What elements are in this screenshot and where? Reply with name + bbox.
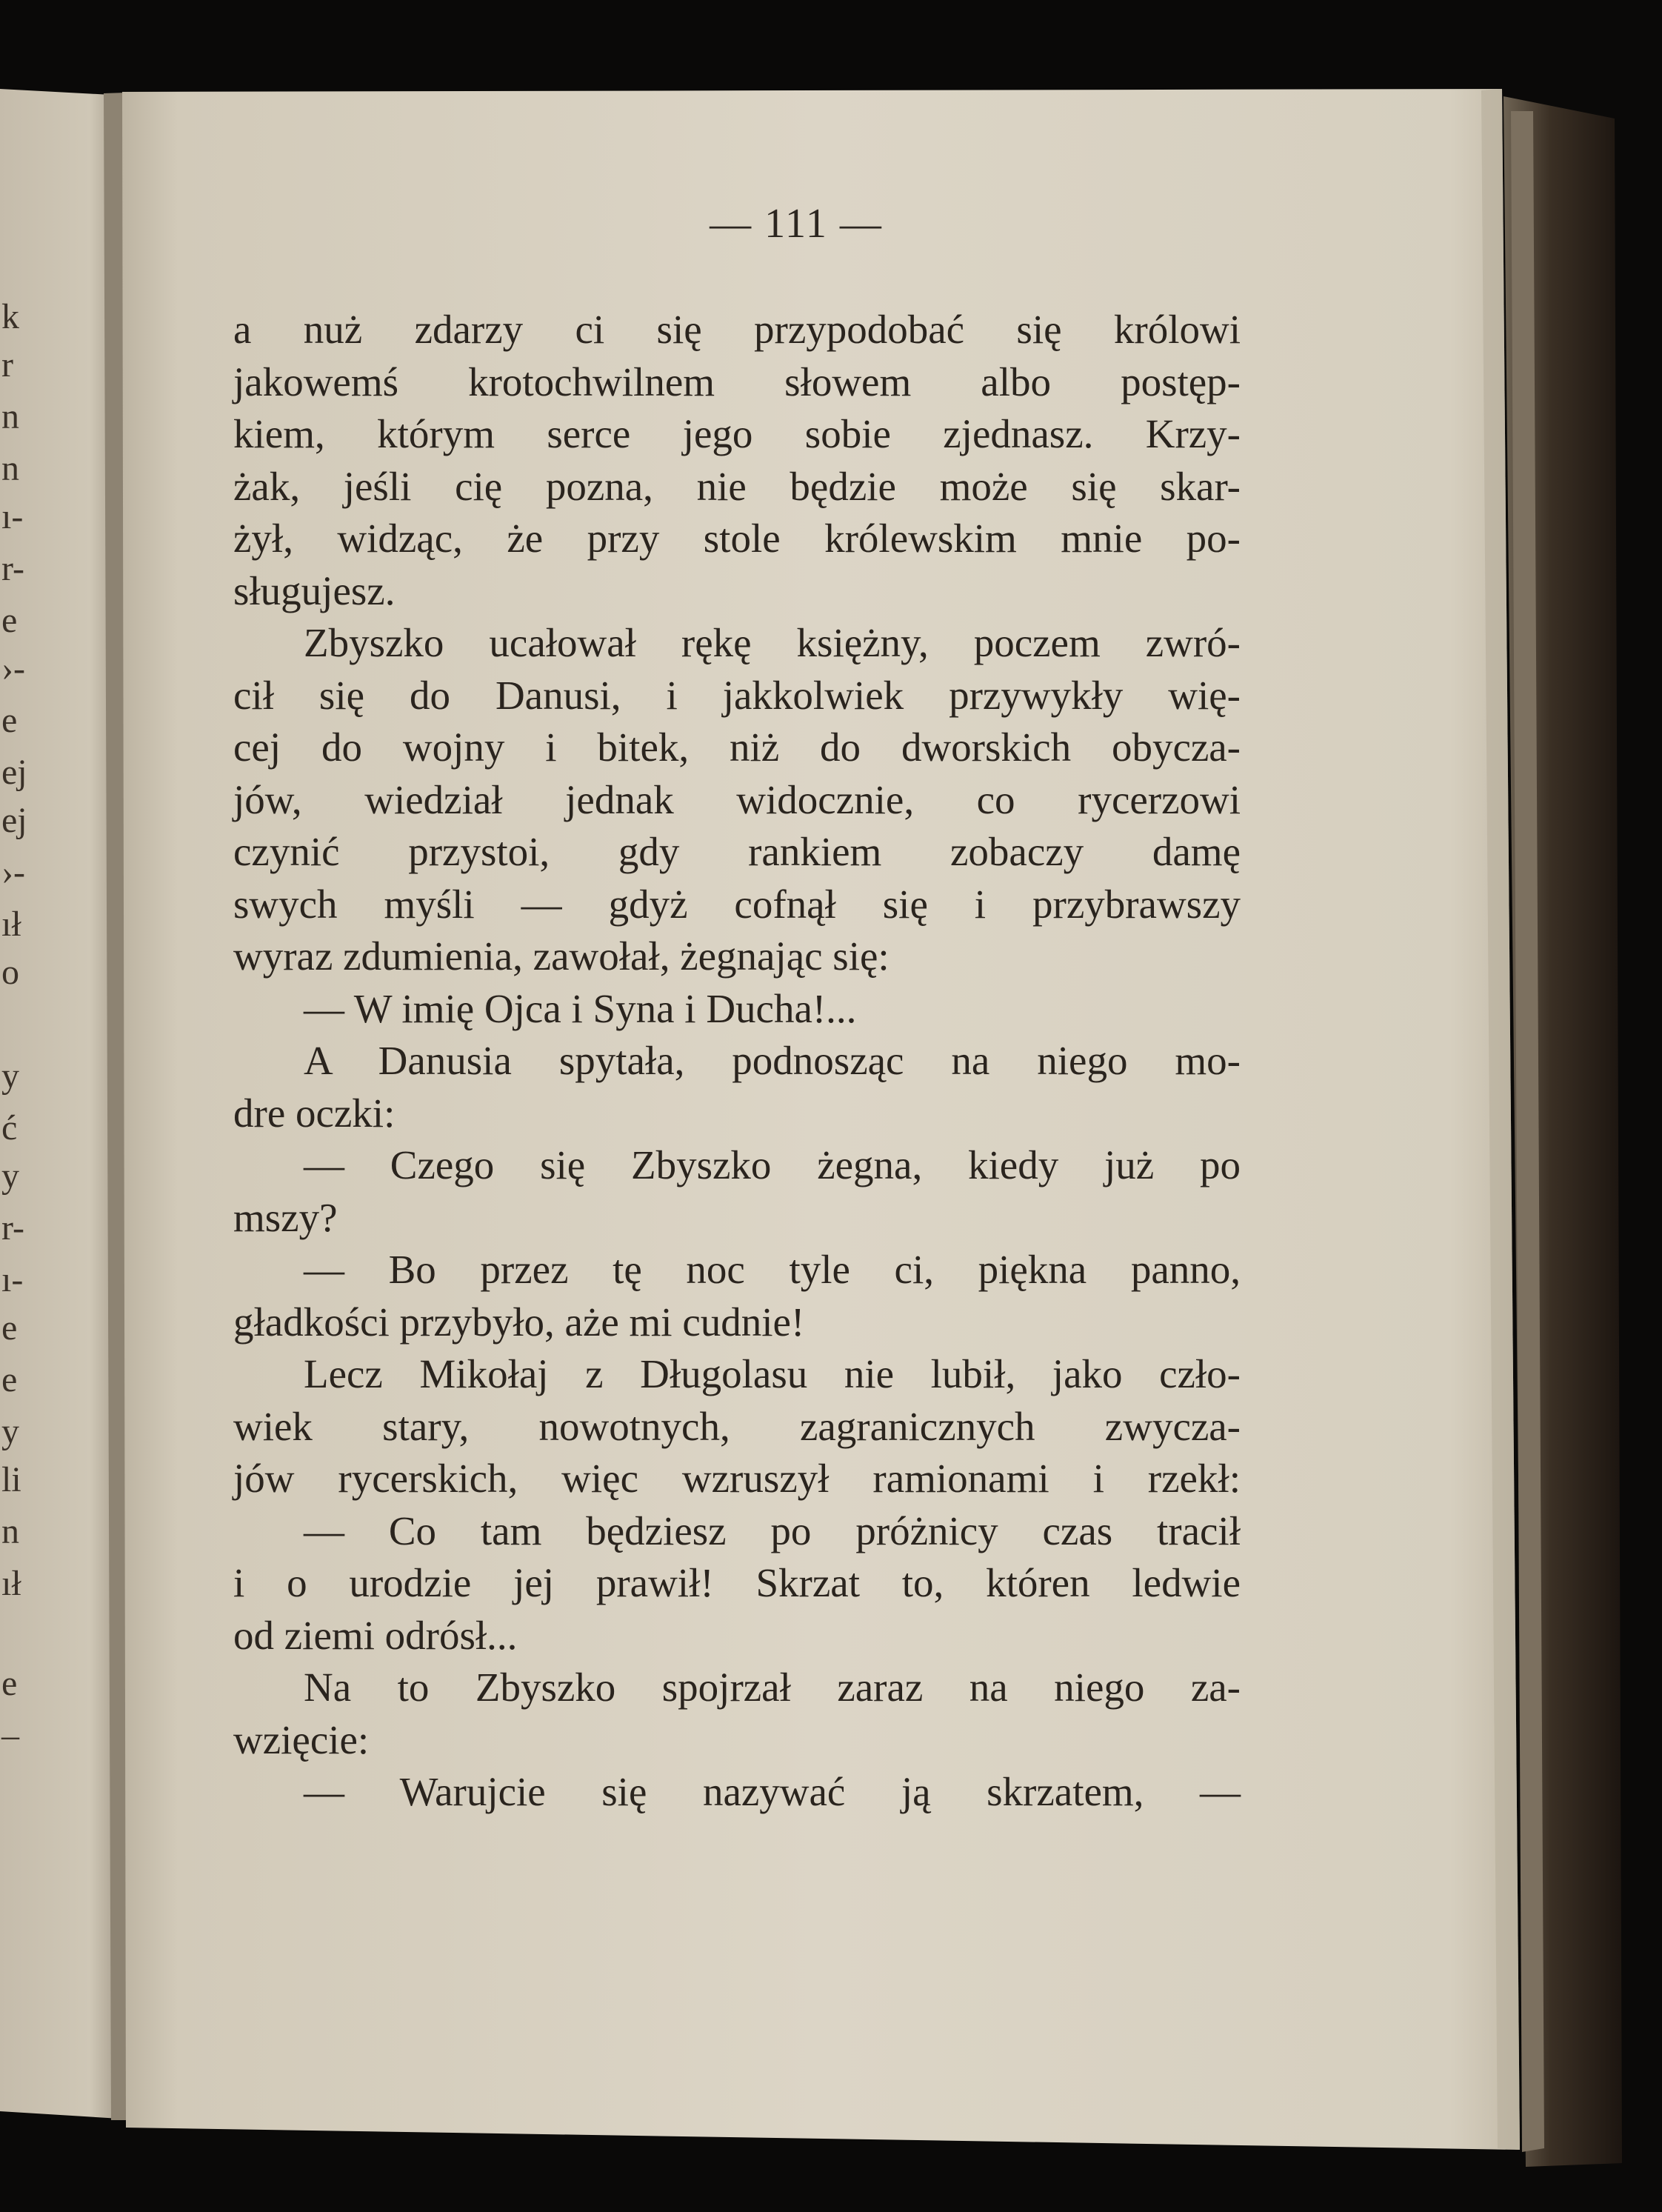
text-line: — Czego się Zbyszko żegna, kiedy już po (304, 1142, 1241, 1187)
text-line: Zbyszko ucałował rękę księżny, poczem zwró- (304, 620, 1241, 665)
page-number: — 111 — (710, 201, 883, 247)
text-line: mszy? (233, 1194, 338, 1240)
facing-fragment: r (1, 345, 13, 384)
text-line: wiek stary, nowotnych, zagranicznych zwycza- (233, 1403, 1241, 1449)
text-line: wzięcie: (233, 1716, 370, 1762)
facing-fragment: y (1, 1056, 19, 1096)
facing-fragment: k (1, 297, 19, 336)
text-line: wyraz zdumienia, zawołał, żegnając się: (233, 933, 890, 979)
facing-fragment: n (1, 397, 19, 436)
text-line: A Danusia spytała, podnosząc na niego mo- (304, 1038, 1241, 1083)
text-line: jów rycerskich, więc wzruszył ramionami i rzekł: (233, 1456, 1241, 1501)
facing-fragment: – (1, 1716, 19, 1755)
text-line: Lecz Mikołaj z Długolasu nie lubił, jako czło- (304, 1351, 1241, 1396)
text-line: dre oczki: (233, 1090, 396, 1136)
facing-fragment: ej (1, 753, 27, 792)
facing-fragment: ›- (1, 649, 25, 688)
facing-fragment: e (1, 1664, 18, 1703)
text-line: od ziemi odrósł... (233, 1612, 518, 1658)
text-line: — Co tam będziesz po próżnicy czas tracił (304, 1508, 1241, 1553)
text-line: żył, widząc, że przy stole królewskim mnie po- (233, 516, 1241, 561)
facing-fragment: e (1, 1308, 18, 1347)
facing-fragment: li (1, 1460, 21, 1499)
facing-fragment: o (1, 953, 19, 992)
facing-fragment: ıł (1, 1564, 21, 1603)
text-line: — W imię Ojca i Syna i Ducha!... (304, 985, 857, 1031)
text-line: Na to Zbyszko spojrzał zaraz na niego za- (304, 1665, 1241, 1710)
text-line: — Bo przez tę noc tyle ci, piękna panno, (304, 1247, 1241, 1292)
facing-fragment: n (1, 449, 19, 488)
text-line: kiem, którym serce jego sobie zjednasz. Krzy- (233, 411, 1241, 456)
text-line: gładkości przybyło, aże mi cudnie! (233, 1299, 805, 1345)
text-line: czynić przystoi, gdy rankiem zobaczy damę (233, 829, 1241, 874)
facing-fragment: e (1, 601, 18, 640)
text-line: sługujesz. (233, 567, 396, 613)
text-line: cił się do Danusi, i jakkolwiek przywykły wię- (233, 672, 1241, 718)
text-line: i o urodzie jej prawił! Skrzat to, któren ledwie (233, 1560, 1241, 1605)
facing-fragment: y (1, 1156, 19, 1196)
facing-fragment: ć (1, 1108, 18, 1147)
facing-fragment: n (1, 1512, 19, 1551)
facing-fragment: r- (1, 549, 25, 588)
text-line: jakowemś krotochwilnem słowem albo postęp- (233, 359, 1241, 404)
facing-fragment: ıł (1, 905, 21, 944)
facing-fragment: ›- (1, 853, 25, 892)
facing-fragment: ej (1, 801, 27, 840)
facing-fragment: e (1, 1360, 18, 1399)
text-line: cej do wojny i bitek, niż do dworskich obycza- (233, 724, 1241, 770)
facing-fragment: y (1, 1412, 19, 1451)
facing-fragment: ı- (1, 1260, 24, 1299)
text-line: a nuż zdarzy ci się przypodobać się królowi (233, 307, 1241, 352)
facing-fragment: e (1, 701, 18, 740)
text-line: swych myśli — gdyż cofnął się i przybrawszy (233, 881, 1241, 927)
page-text (233, 304, 1241, 1819)
facing-fragment: r- (1, 1208, 25, 1247)
facing-fragment: ı- (1, 497, 24, 536)
text-line: jów, wiedział jednak widocznie, co rycerzowi (233, 776, 1241, 822)
text-line: — Warujcie się nazywać ją skrzatem, — (304, 1769, 1241, 1814)
text-line: żak, jeśli cię pozna, nie będzie może się skar- (233, 463, 1241, 509)
